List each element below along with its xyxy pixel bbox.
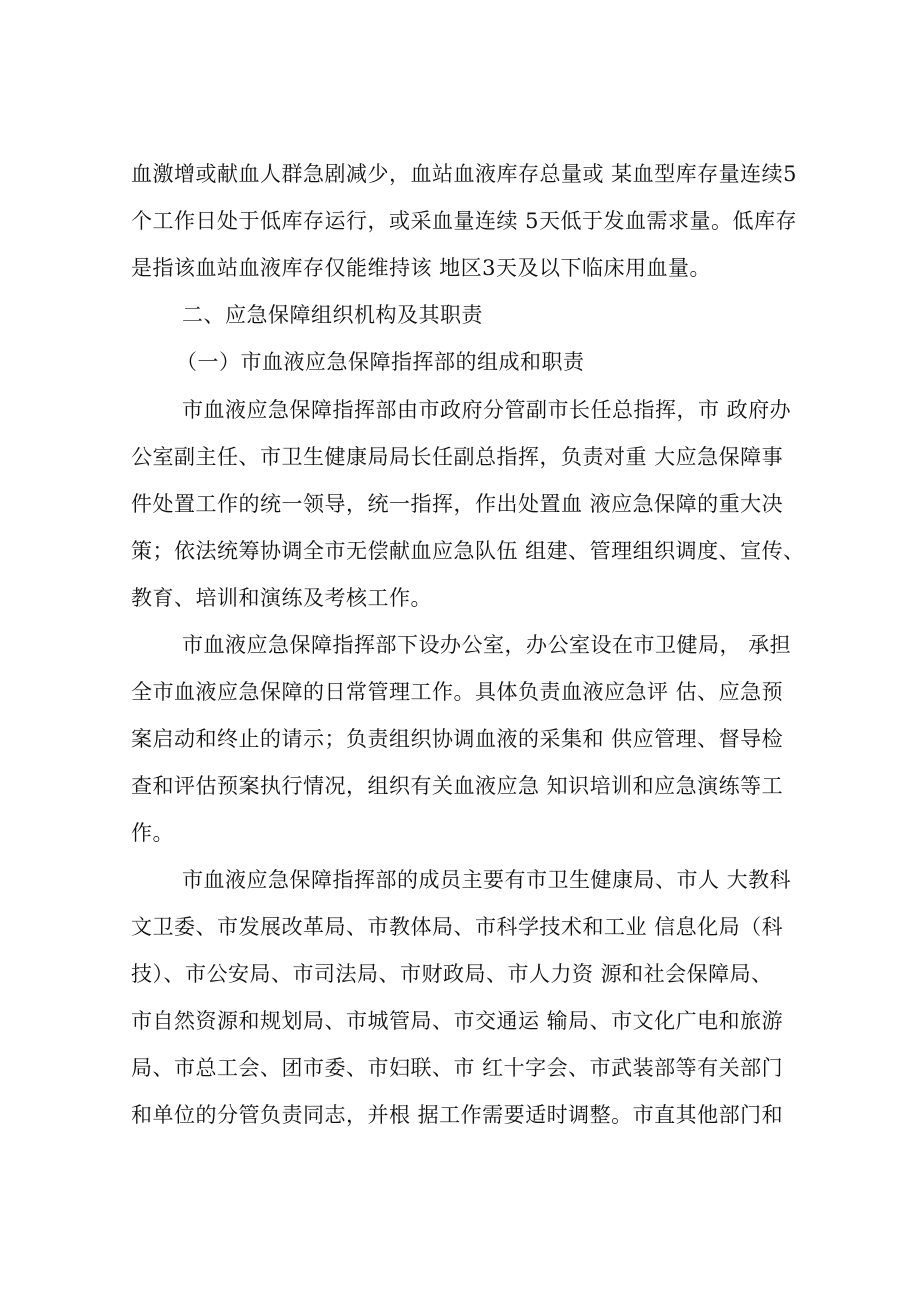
text-line: 策；依法统筹协调全市无偿献血应急队伍 组建、管理组织调度、宣传、	[131, 539, 805, 563]
text-line: 市血液应急保障指挥部下设办公室，办公室设在市卫健局， 承担	[182, 633, 792, 657]
text-line: 作。	[131, 821, 174, 845]
text-line: 查和评估预案执行情况，组织有关血液应急 知识培训和应急演练等工	[131, 774, 784, 798]
text-line: 教育、培训和演练及考核工作。	[131, 586, 432, 610]
section-heading: 二、应急保障组织机构及其职责	[182, 303, 483, 327]
text-line: 市自然资源和规划局、市城管局、市交通运 输局、市文化广电和旅游	[131, 1009, 784, 1033]
subsection-heading: （一）市血液应急保障指挥部的组成和职责	[176, 350, 585, 374]
text-line: 文卫委、市发展改革局、市教体局、市科学技术和工业 信息化局（科	[131, 915, 784, 939]
text-line: 市血液应急保障指挥部由市政府分管副市长任总指挥，市 政府办	[182, 398, 792, 422]
text-line: 案启动和终止的请示；负责组织协调血液的采集和 供应管理、督导检	[131, 727, 784, 751]
text-line: 件处置工作的统一领导，统一指挥，作出处置血 液应急保障的重大决	[131, 492, 784, 516]
text-line: 全市血液应急保障的日常管理工作。具体负责血液应急评 估、应急预	[131, 680, 784, 704]
text-line: 是指该血站血液库存仅能维持该 地区3天及以下临床用血量。	[131, 256, 712, 280]
text-line: 市血液应急保障指挥部的成员主要有市卫生健康局、市人 大教科	[182, 868, 792, 892]
text-line: 血激增或献血人群急剧减少，血站血液库存总量或 某血型库存量连续5	[131, 162, 798, 186]
text-line: 和单位的分管负责同志，并根 据工作需要适时调整。市直其他部门和	[131, 1103, 784, 1127]
text-line: 公室副主任、市卫生健康局局长任副总指挥，负责对重 大应急保障事	[131, 445, 784, 469]
text-line: 技）、市公安局、市司法局、市财政局、市人力资 源和社会保障局、	[131, 962, 773, 986]
text-line: 局、市总工会、团市委、市妇联、市 红十字会、市武装部等有关部门	[131, 1056, 784, 1080]
text-line: 个工作日处于低库存运行，或采血量连续 5天低于发血需求量。低库存	[131, 209, 798, 233]
